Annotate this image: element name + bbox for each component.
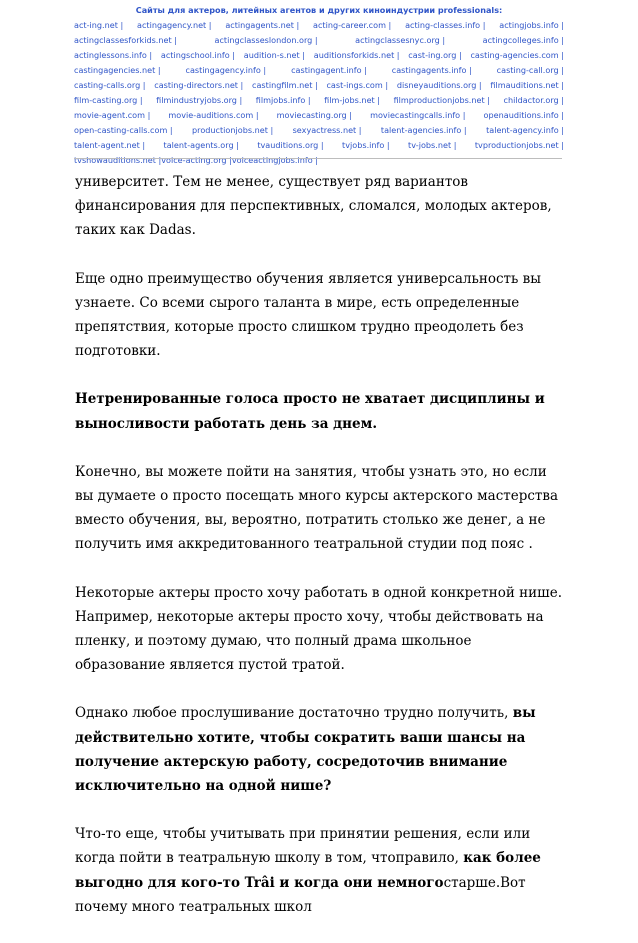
- site-link[interactable]: sexyactress.net |: [292, 125, 362, 135]
- site-link[interactable]: talent-agent.net |: [74, 140, 146, 150]
- site-link[interactable]: tvjobs.info |: [342, 140, 390, 150]
- site-link[interactable]: actingcolleges.info |: [482, 35, 564, 45]
- links-header-title: Сайты для актеров, литейных агентов и других киноиндустрии professionals:: [135, 5, 503, 15]
- bold-text: вы действительно хотите, чтобы сократить ваши шансы на получение актерскую работу, сосредоточив внимание исключительно на одной нише?: [75, 705, 536, 795]
- site-link[interactable]: castingagencies.net |: [74, 65, 161, 75]
- paragraph: [75, 701, 565, 798]
- paragraph: [75, 822, 565, 919]
- site-link[interactable]: acting-career.com |: [312, 20, 392, 30]
- text-run: Однако любое прослушивание достаточно трудно получить,: [75, 705, 513, 722]
- site-link[interactable]: casting-agencies.com |: [470, 50, 564, 60]
- site-link[interactable]: tvproductionjobs.net |: [474, 140, 564, 150]
- site-link[interactable]: casting-directors.net |: [154, 80, 244, 90]
- site-link[interactable]: film-jobs.net |: [324, 95, 381, 105]
- link-row: [74, 108, 564, 123]
- site-link[interactable]: open-casting-calls.com |: [74, 125, 173, 135]
- link-row: [74, 123, 564, 138]
- link-row: [74, 138, 564, 153]
- site-link[interactable]: cast-ings.com |: [326, 80, 389, 90]
- site-link[interactable]: childactor.org |: [503, 95, 564, 105]
- site-link[interactable]: actingagency.net |: [136, 20, 212, 30]
- site-link[interactable]: voiceactingjobs.info |: [231, 155, 318, 165]
- link-row: [74, 33, 564, 48]
- link-row: [74, 78, 564, 93]
- paragraph: [75, 170, 565, 243]
- site-link[interactable]: audition-s.net |: [243, 50, 306, 60]
- site-link[interactable]: actingclassesforkids.net |: [74, 35, 177, 45]
- link-row: [74, 153, 564, 168]
- text-run: Еще одно преимущество обучения является универсальность вы узнаете. Со всеми сырого таланта в мире, есть определенные препятствия, которые просто слишком трудно преодолеть без подготовки.: [75, 270, 542, 360]
- text-run: университет. Тем не менее, существует ряд вариантов финансирования для перспективных, сломался, молодых актеров, таких как Dadas.: [75, 174, 552, 239]
- site-link[interactable]: voice-acting.org |: [161, 155, 232, 165]
- paragraph: [75, 267, 565, 364]
- divider: [74, 158, 562, 159]
- site-link[interactable]: talent-agency.info |: [486, 125, 564, 135]
- link-row: [74, 93, 564, 108]
- site-link[interactable]: acting-classes.info |: [405, 20, 486, 30]
- paragraph: [75, 581, 565, 678]
- site-link[interactable]: tvauditions.org |: [257, 140, 324, 150]
- site-link[interactable]: filmjobs.info |: [255, 95, 311, 105]
- site-link[interactable]: auditionsforkids.net |: [313, 50, 400, 60]
- link-row: [74, 48, 564, 63]
- site-link[interactable]: actingschool.info |: [160, 50, 235, 60]
- link-row: [74, 63, 564, 78]
- site-link[interactable]: talent-agencies.info |: [380, 125, 467, 135]
- site-link[interactable]: castingagency.info |: [185, 65, 267, 75]
- site-link[interactable]: actingagents.net |: [225, 20, 300, 30]
- site-link[interactable]: castingfilm.net |: [252, 80, 318, 90]
- site-link[interactable]: casting-call.org |: [496, 65, 564, 75]
- site-link[interactable]: actingclasseslondon.org |: [214, 35, 318, 45]
- site-link[interactable]: filmindustryjobs.org |: [156, 95, 243, 105]
- site-link[interactable]: talent-agents.org |: [163, 140, 239, 150]
- document-body: [75, 170, 565, 943]
- site-link[interactable]: tv-jobs.net |: [408, 140, 457, 150]
- site-link[interactable]: disneyauditions.org |: [396, 80, 482, 90]
- site-link[interactable]: act-ing.net |: [74, 20, 124, 30]
- site-link[interactable]: casting-calls.org |: [74, 80, 146, 90]
- link-row: [74, 18, 564, 33]
- site-link[interactable]: film-casting.org |: [74, 95, 143, 105]
- site-link[interactable]: castingagent.info |: [291, 65, 367, 75]
- site-link[interactable]: movie-agent.com |: [74, 110, 151, 120]
- text-run: Что-то еще, чтобы учитывать при принятии решения, если или когда пойти в театральную школу в том, чтоправило,: [75, 826, 531, 867]
- text-run: Некоторые актеры просто хочу работать в одной конкретной нише. Например, некоторые актеры просто хочу, чтобы действовать на пленку, и поэтому думаю, что полный драма школьное образование является пустой тратой.: [75, 584, 562, 674]
- site-link[interactable]: actingjobs.info |: [499, 20, 564, 30]
- paragraph: [75, 460, 565, 557]
- site-link[interactable]: tvshowauditions.net |: [74, 155, 162, 165]
- link-rows: [74, 18, 564, 168]
- casting-links-header: [74, 3, 564, 168]
- paragraph: [75, 387, 565, 435]
- site-link[interactable]: moviecasting.org |: [276, 110, 352, 120]
- site-link[interactable]: filmproductionjobs.net |: [393, 95, 490, 105]
- bold-text: Нетренированные голоса просто не хватает дисциплины и выносливости работать день за днем.: [75, 391, 545, 432]
- site-link[interactable]: movie-auditions.com |: [168, 110, 259, 120]
- text-run: старше.Вот почему много театральных школ: [75, 874, 526, 915]
- site-link[interactable]: cast-ing.org |: [408, 50, 462, 60]
- site-link[interactable]: castingagents.info |: [391, 65, 472, 75]
- text-run: Конечно, вы можете пойти на занятия, чтобы узнать это, но если вы думаете о просто посещать много курсы актерского мастерства вместо обучения, вы, вероятно, потратить столько же денег, а не получить имя аккредитованного театральной студии под пояс .: [75, 463, 559, 553]
- site-link[interactable]: moviecastingcalls.info |: [370, 110, 466, 120]
- site-link[interactable]: actingclassesnyc.org |: [355, 35, 446, 45]
- site-link[interactable]: openauditions.info |: [483, 110, 564, 120]
- bold-text: как более выгодно для кого-то Trâi и когда они немного: [75, 850, 541, 891]
- site-link[interactable]: filmauditions.net |: [490, 80, 564, 90]
- site-link[interactable]: actinglessons.info |: [74, 50, 153, 60]
- site-link[interactable]: productionjobs.net |: [192, 125, 274, 135]
